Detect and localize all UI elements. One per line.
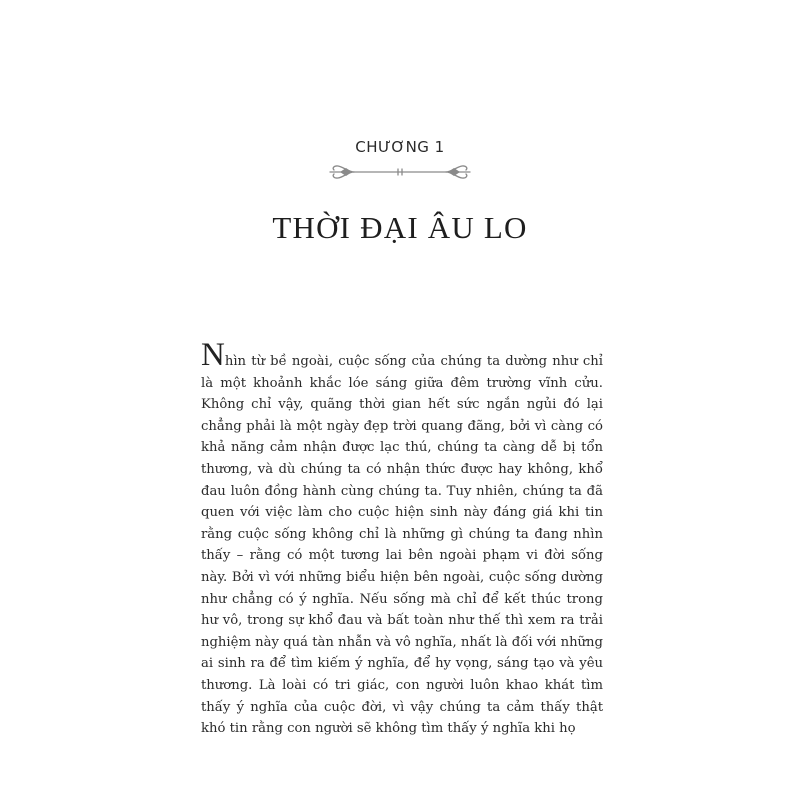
- flourish-divider-icon: [328, 161, 472, 183]
- drop-cap: N: [201, 337, 225, 373]
- chapter-title: THỜI ĐẠI ÂU LO: [272, 210, 528, 245]
- chapter-label: CHƯƠNG 1: [355, 138, 445, 156]
- body-text-content: hìn từ bề ngoài, cuộc sống của chúng ta dường như chỉ là một khoảnh khắc lóe sáng giữa đêm trường vĩnh cửu. Không chỉ vậy, quãng thời gian hết sức ngắn ngủi đó lại chẳng phải là một ngày đẹp trời quang đãng, bởi vì càng có khả năng cảm nhận được lạc thú, chúng ta càng dễ bị tổn thương, và dù chúng ta có nhận thức được hay không, khổ đau luôn đồng hành cùng chúng ta. Tuy nhiên, chúng ta đã quen với việc làm cho cuộc hiện sinh này đáng giá khi tin rằng cuộc sống không chỉ là những gì chúng ta đang nhìn thấy – rằng có một tương lai bên ngoài phạm vi đời sống này. Bởi vì với những biểu hiện bên ngoài, cuộc sống dường như chẳng có ý nghĩa. Nếu sống mà chỉ để kết thúc trong hư vô, trong sự khổ đau và bất toàn như thế thì xem ra trải nghiệm này quá tàn nhẫn và vô nghĩa, nhất là đối với những ai sinh ra để tìm kiếm ý nghĩa, để hy vọng, sáng tạo và yêu thương. Là loài có tri giác, con người luôn khao khát tìm thấy ý nghĩa của cuộc đời, vì vậy chúng ta cảm thấy thật khó tin rằng con người sẽ không tìm thấy ý nghĩa khi họ: [201, 354, 603, 737]
- body-paragraph: [201, 337, 603, 740]
